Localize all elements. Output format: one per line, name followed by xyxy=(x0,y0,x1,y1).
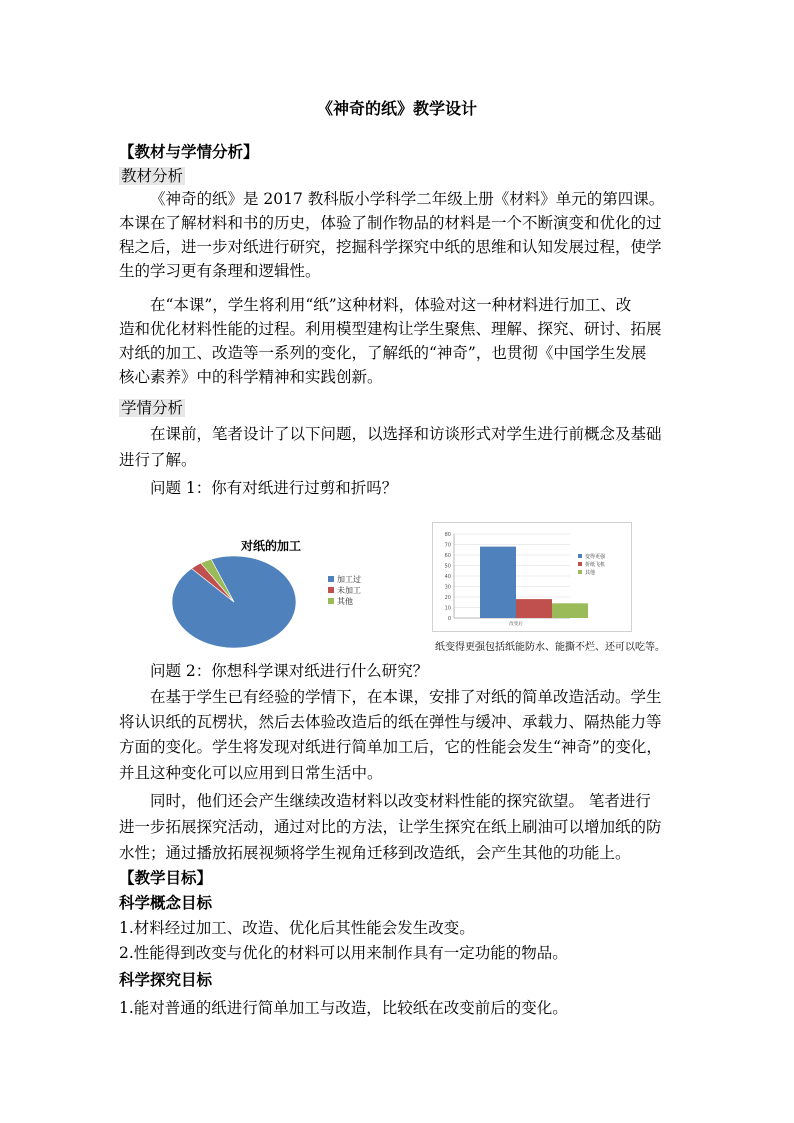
paragraph-line: 在“本课”，学生将利用“纸”这种材料，体验对这一种材料进行加工、改 xyxy=(150,296,632,314)
subheading-student-analysis xyxy=(119,398,679,418)
paragraph-line: 在基于学生已有经验的学情下，在本课，安排了对纸的简单改造活动。学生 xyxy=(150,688,662,706)
x-tick-label: 改变后 xyxy=(509,622,523,627)
bar xyxy=(480,547,516,618)
y-tick-label: 70 xyxy=(444,542,451,549)
bar xyxy=(552,603,588,618)
question-1: 问题 1：你有对纸进行过剪和折吗？ xyxy=(150,479,398,497)
subheading-inquiry-goals: 科学探究目标 xyxy=(119,970,213,989)
paragraph-line: 造和优化材料性能的过程。利用模型建构让学生聚焦、理解、探究、研讨、拓展 xyxy=(119,320,662,338)
subheading-text: 教材分析 xyxy=(121,167,184,185)
legend-label: 加工过 xyxy=(337,575,361,584)
subheading-material-analysis xyxy=(119,166,679,186)
legend-swatch xyxy=(328,598,334,604)
paragraph-line: 生的学习更有条理和逻辑性。 xyxy=(119,262,321,280)
bar xyxy=(516,599,552,618)
goal-item: 1.能对普通的纸进行简单加工与改造，比较纸在改变前后的变化。 xyxy=(119,999,568,1017)
legend-swatch xyxy=(328,576,334,582)
legend-swatch xyxy=(578,570,582,574)
paragraph-line: 水性；通过播放拓展视频将学生视角迁移到改造纸，会产生其他的功能上。 xyxy=(119,844,631,862)
bar-chart-caption: 纸变得更强包括纸能防水、能撕不烂、还可以吃等。 xyxy=(435,642,665,653)
goal-item: 2.性能得到改变与优化的材料可以用来制作具有一定功能的物品。 xyxy=(119,944,568,962)
paragraph-line: 并且这种变化可以应用到日常生活中。 xyxy=(119,764,383,782)
y-tick-label: 40 xyxy=(444,574,451,580)
legend-label: 变得更强 xyxy=(585,554,606,560)
paragraph-line: 进一步拓展探究活动，通过对比的方法，让学生探究在纸上刷油可以增加纸的防 xyxy=(119,818,662,836)
y-tick-label: 50 xyxy=(444,563,451,570)
y-tick-label: 30 xyxy=(444,584,451,591)
legend-label: 其他 xyxy=(585,570,596,576)
bar-chart xyxy=(432,522,632,632)
document-title: 《神奇的纸》教学设计 xyxy=(316,99,477,118)
section-heading-goals: 【教学目标】 xyxy=(119,868,213,887)
y-tick-label: 80 xyxy=(444,532,451,538)
y-tick-label: 20 xyxy=(444,595,451,601)
pie-chart xyxy=(168,528,398,658)
paragraph-line: 同时，他们还会产生继续改造材料以改变材料性能的探究欲望。 笔者进行 xyxy=(150,792,651,810)
section-heading-analysis: 【教材与学情分析】 xyxy=(119,142,259,161)
paragraph-line: 核心素养》中的科学精神和实践创新。 xyxy=(119,368,383,386)
paragraph-line: 方面的变化。学生将发现对纸进行简单加工后，它的性能会发生“神奇”的变化， xyxy=(119,738,662,756)
paragraph-line: 对纸的加工、改造等一系列的变化，了解纸的“神奇”，也贯彻《中国学生发展 xyxy=(119,344,647,362)
paragraph-line: 《神奇的纸》是 2017 教科版小学科学二年级上册《材料》单元的第四课。 xyxy=(150,190,665,208)
legend-label: 其他 xyxy=(337,597,353,606)
paragraph-line: 进行了解。 xyxy=(119,451,197,469)
goal-item: 1.材料经过加工、改造、优化后其性能会发生改变。 xyxy=(119,919,475,937)
legend-swatch xyxy=(578,562,582,566)
y-tick-label: 60 xyxy=(444,553,451,559)
paragraph-line: 将认识纸的瓦楞状，然后去体验改造后的纸在弹性与缓冲、承载力、隔热能力等 xyxy=(119,713,662,731)
question-2: 问题 2：你想科学课对纸进行什么研究？ xyxy=(150,662,429,680)
legend-label: 折纸飞机 xyxy=(585,562,606,568)
subheading-text: 学情分析 xyxy=(121,399,184,417)
legend-swatch xyxy=(328,587,334,593)
pie-title: 对纸的加工 xyxy=(240,539,302,553)
y-tick-label: 0 xyxy=(447,616,451,622)
y-tick-label: 10 xyxy=(444,605,451,612)
legend-label: 未加工 xyxy=(337,586,361,595)
legend-swatch xyxy=(578,554,582,558)
paragraph-line: 本课在了解材料和书的历史，体验了制作物品的材料是一个不断演变和优化的过 xyxy=(119,214,662,232)
paragraph-line: 程之后，进一步对纸进行研究，挖掘科学探究中纸的思维和认知发展过程，使学 xyxy=(119,238,662,256)
paragraph-line: 在课前，笔者设计了以下问题，以选择和访谈形式对学生进行前概念及基础 xyxy=(150,425,662,443)
subheading-concept-goals: 科学概念目标 xyxy=(119,893,213,912)
